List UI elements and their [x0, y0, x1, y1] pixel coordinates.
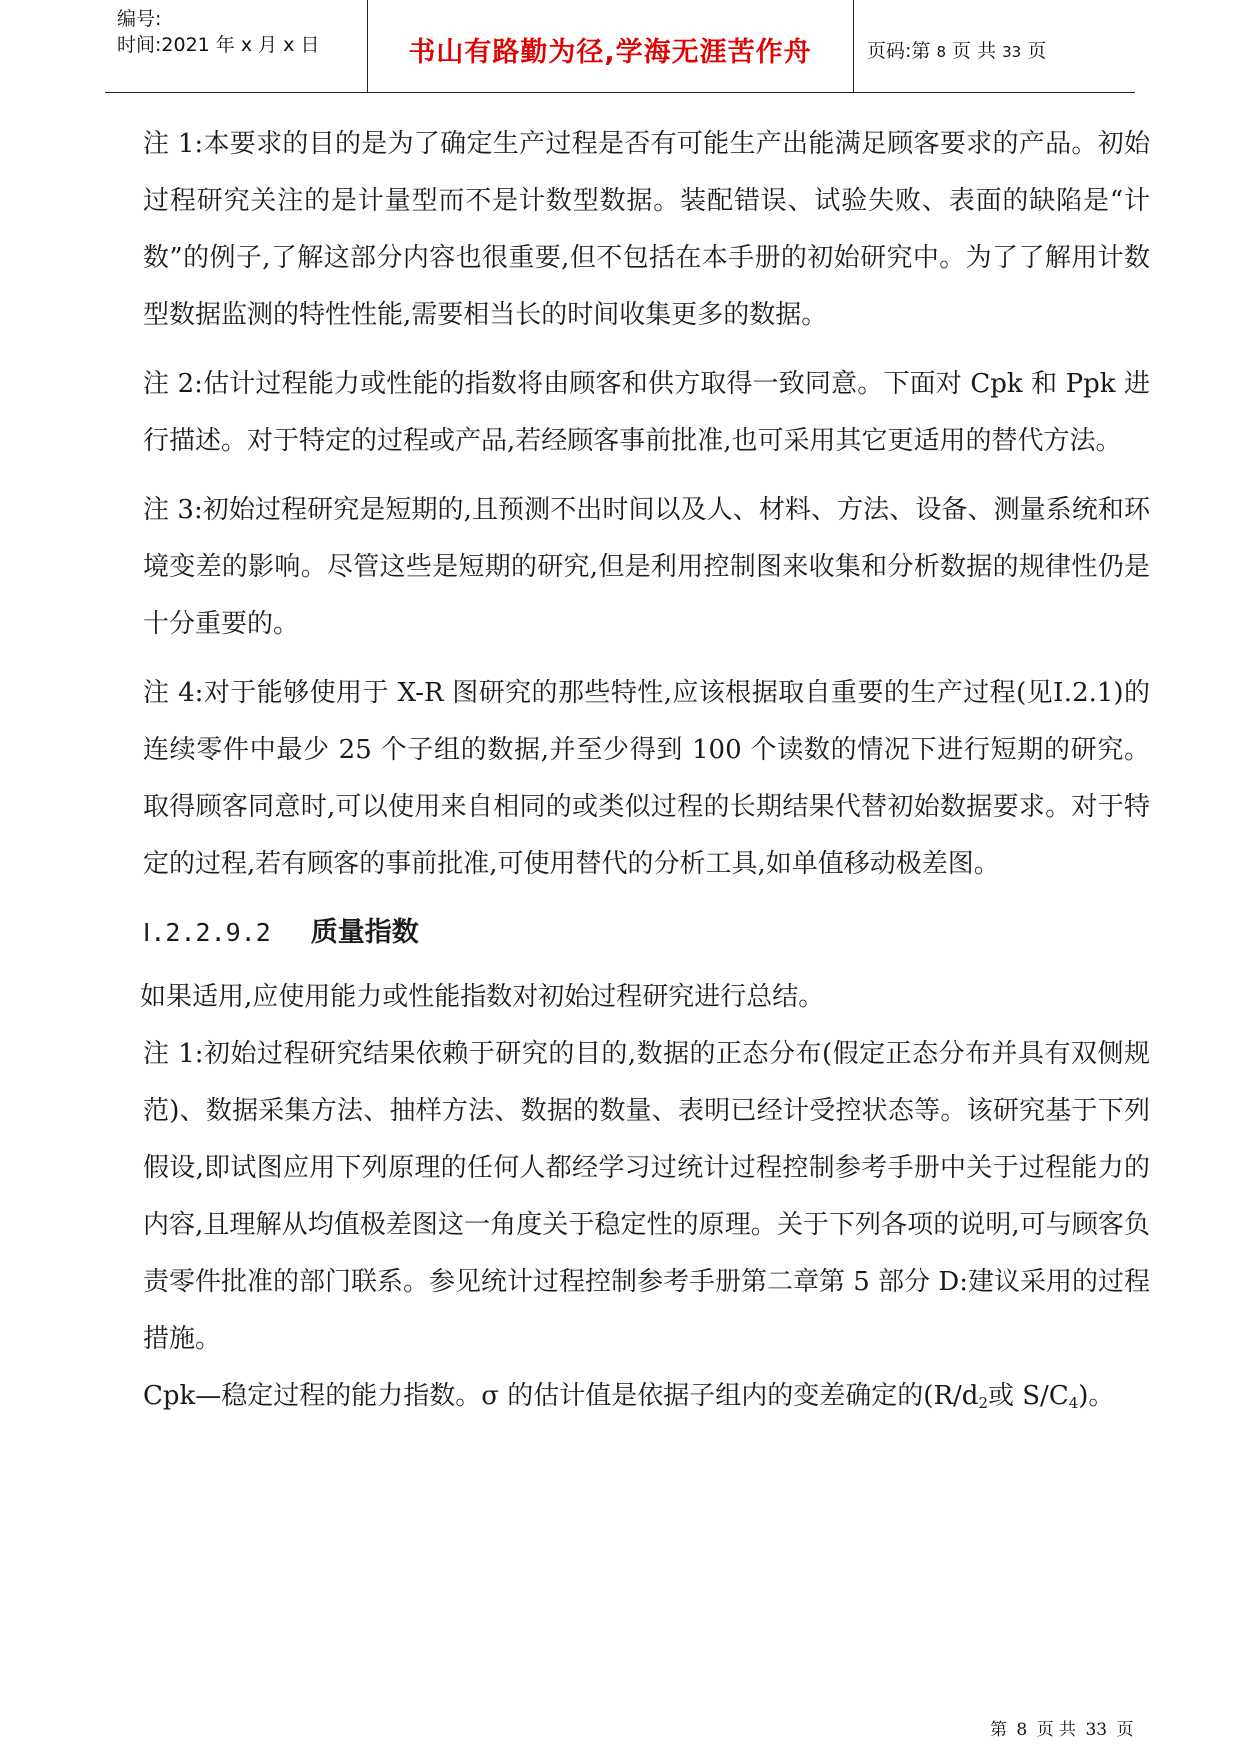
page-footer: [990, 1715, 1134, 1740]
header-page-suffix: 页: [1027, 40, 1047, 62]
document-time-label: 时间:2021 年 x 月 x 日: [117, 34, 320, 56]
section-number: Ⅰ.2.2.9.2: [143, 918, 271, 947]
header-page-total: 33: [1002, 43, 1022, 61]
header-meta: [117, 6, 367, 58]
page-header: [105, 0, 1135, 93]
footer-mid: 页 共: [1036, 1720, 1077, 1740]
header-rule: [105, 92, 1135, 93]
section-intro: 如果适用,应使用能力或性能指数对初始过程研究进行总结。: [140, 982, 825, 1012]
cpk-definition: [143, 1368, 1150, 1425]
cpk-mid: 或 S/C: [987, 1381, 1069, 1411]
header-page-indicator: [867, 36, 1046, 63]
quality-note-paragraph: 注 1:初始过程研究结果依赖于研究的目的,数据的正态分布(假定正态分布并具有双侧规范)、数据采集方法、抽样方法、数据的数量、表明已经计受控状态等。该研究基于下列假设,即试图应用下列原理的任何人都经学习过统计过程控制参考手册中关于过程能力的内容,且理解从均值极差图这一角度关于稳定性的原理。关于下列各项的说明,可与顾客负责零件批准的部门联系。参见统计过程控制参考手册第二章第 5 部分 D:建议采用的过程措施。: [143, 1039, 1150, 1354]
cpk-tail: )。: [1078, 1381, 1115, 1411]
footer-suffix: 页: [1116, 1720, 1134, 1740]
cpk-subscript-c: 4: [1068, 1394, 1079, 1412]
cpk-subscript-d: 2: [978, 1394, 988, 1412]
header-page-current: 8: [936, 43, 946, 61]
document-code-label: 编号:: [117, 8, 162, 30]
note-paragraph-4: 注 4:对于能够使用于 X-R 图研究的那些特性,应该根据取自重要的生产过程(见Ⅰ.2.1)的连续零件中最少 25 个子组的数据,并至少得到 100 个读数的情况下进行短期的研究。取得顾客同意时,可以使用来自相同的或类似过程的长期结果代替初始数据要求。对于特定的过程,若有顾客的事前批准,可使用替代的分析工具,如单值移动极差图。: [143, 678, 1150, 879]
document-body: [140, 116, 1150, 1425]
section-heading: [143, 905, 1150, 961]
footer-page-total: 33: [1085, 1720, 1108, 1740]
note-paragraph-2: 注 2:估计过程能力或性能的指数将由顾客和供方取得一致同意。下面对 Cpk 和 Ppk 进行描述。对于特定的过程或产品,若经顾客事前批准,也可采用其它更适用的替代方法。: [143, 369, 1150, 456]
header-motto: 书山有路勤为径,学海无涯苦作舟: [408, 37, 812, 68]
note-paragraph-3: 注 3:初始过程研究是短期的,且预测不出时间以及人、材料、方法、设备、测量系统和环境变差的影响。尽管这些是短期的研究,但是利用控制图来收集和分析数据的规律性仍是十分重要的。: [143, 495, 1150, 639]
header-page-mid: 页 共: [952, 40, 997, 62]
footer-page-current: 8: [1016, 1720, 1028, 1740]
note-paragraph-1: 注 1:本要求的目的是为了确定生产过程是否有可能生产出能满足顾客要求的产品。初始过程研究关注的是计量型而不是计数型数据。装配错误、试验失败、表面的缺陷是“计数”的例子,了解这部分内容也很重要,但不包括在本手册的初始研究中。为了了解用计数型数据监测的特性性能,需要相当长的时间收集更多的数据。: [143, 129, 1150, 330]
header-divider-right: [853, 0, 854, 92]
footer-prefix: 第: [990, 1720, 1007, 1740]
cpk-lead: Cpk—稳定过程的能力指数。σ 的估计值是依据子组内的变差确定的(R/d: [143, 1381, 979, 1411]
header-page-prefix: 页码:第: [867, 40, 931, 62]
section-title: 质量指数: [310, 917, 419, 948]
